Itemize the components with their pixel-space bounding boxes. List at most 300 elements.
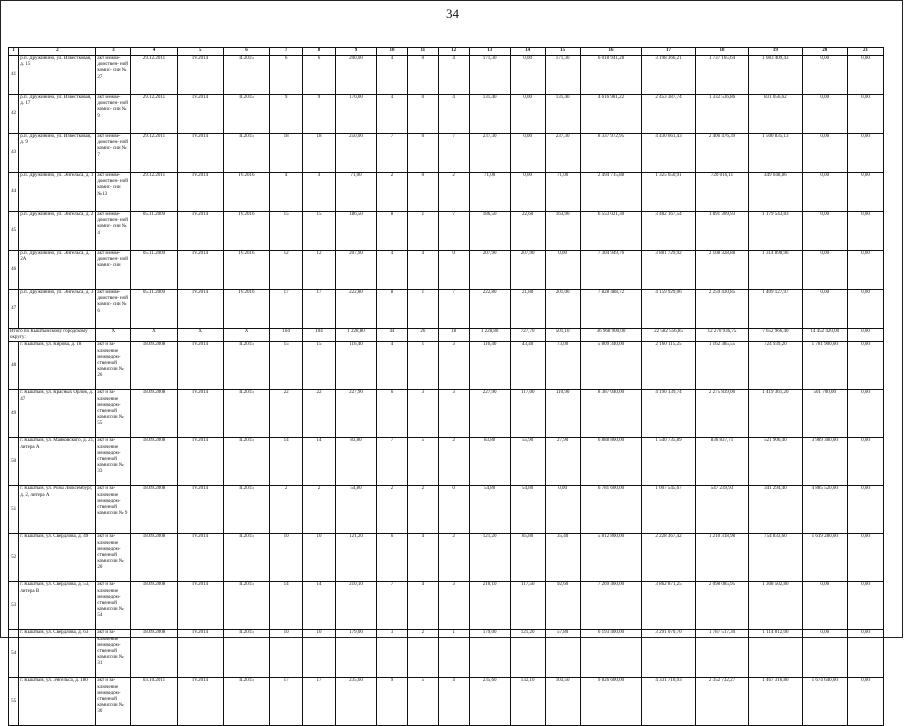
- table-cell-v15: 163,90: [545, 212, 580, 251]
- table-cell-v16: 7 828 488,72: [580, 290, 642, 329]
- table-cell-d3: IV.2016: [223, 251, 269, 290]
- table-cell-v11: 5: [407, 678, 438, 726]
- table-cell-v13: 71,00: [469, 173, 510, 212]
- table-cell-d1: 29.12.2011: [131, 95, 177, 134]
- table-cell-v17: 4 190 139,74: [642, 390, 695, 438]
- table-cell-v19: 1 083 409,43: [749, 56, 802, 95]
- table-cell-v7: 4: [303, 173, 336, 212]
- table-cell-d3: II.2015: [223, 390, 269, 438]
- table-cell-doc: акт и за- ключение межведом- ственной комиссии № 9: [96, 486, 131, 534]
- table-cell-v19: 449 048,86: [749, 173, 802, 212]
- table-cell-v17: 3 291 070,70: [642, 630, 695, 678]
- table-cell-v19: 1 500 835,13: [749, 134, 802, 173]
- table-cell-d2: IV.2014: [177, 212, 223, 251]
- table-cell-v16: 7 304 949,76: [580, 251, 642, 290]
- table-cell-v7: 14: [303, 438, 336, 486]
- total-cell-v9: 1 228,80: [335, 329, 376, 342]
- total-cell-v12: 18: [438, 329, 469, 342]
- table-row: [9, 342, 884, 390]
- table-cell-v6: 6: [270, 56, 303, 95]
- table-cell-v15: 0,00: [545, 486, 580, 534]
- column-number-cell: 4: [131, 48, 177, 56]
- table-cell-v6: 15: [270, 342, 303, 390]
- table-cell-v15: 71,00: [545, 173, 580, 212]
- table-cell-v21: 0,00: [847, 251, 883, 290]
- table-cell-v11: 1: [407, 342, 438, 390]
- table-cell-v9: 121,20: [335, 534, 376, 582]
- table-cell-v14: 21,80: [510, 290, 545, 329]
- table-cell-v6: 17: [270, 290, 303, 329]
- table-cell-v15: 171,30: [545, 56, 580, 95]
- table-cell-v11: 3: [407, 390, 438, 438]
- table-cell-v21: 0,00: [847, 438, 883, 486]
- table-cell-v18: 2 108 328,88: [695, 251, 748, 290]
- column-number-cell: 10: [377, 48, 408, 56]
- table-cell-v6: 12: [270, 251, 303, 290]
- table-row: [9, 582, 884, 630]
- table-cell-v20: 0,00: [802, 630, 847, 678]
- table-cell-v12: 1: [438, 630, 469, 678]
- table-cell-v15: 35,40: [545, 534, 580, 582]
- table-cell-d3: II.2015: [223, 534, 269, 582]
- table-cell-v9: 186,50: [335, 212, 376, 251]
- table-cell-v18: 547 239,93: [695, 486, 748, 534]
- table-cell-v10: 2: [377, 173, 408, 212]
- table-cell-v13: 83,80: [469, 438, 510, 486]
- table-cell-v10: 4: [377, 56, 408, 95]
- table-cell-v11: 0: [407, 95, 438, 134]
- table-cell-d3: IV.2016: [223, 212, 269, 251]
- table-cell-doc: акт и за- ключение межведом- ственной комиссии № 30: [96, 678, 131, 726]
- total-cell-v16: 36 968 900,00: [580, 329, 642, 342]
- table-cell-v16: 6 888 860,00: [580, 438, 642, 486]
- table-cell-doc: акт межве- домствен- ной комис- сии № 27: [96, 56, 131, 95]
- table-cell-v18: 2 275 839,06: [695, 390, 748, 438]
- table-cell-v16: 2 494 715,88: [580, 173, 642, 212]
- table-cell-v9: 83,80: [335, 438, 376, 486]
- table-cell-doc: акт межве- домствен- ной комис- сии № 6: [96, 290, 131, 329]
- total-cell-v6: 104: [270, 329, 303, 342]
- table-cell-n: 54: [9, 630, 19, 678]
- table-cell-n: 46: [9, 251, 19, 290]
- table-cell-n: 52: [9, 534, 19, 582]
- column-number-cell: 18: [695, 48, 748, 56]
- table-cell-v21: 0,00: [847, 95, 883, 134]
- column-number-cell: 8: [303, 48, 336, 56]
- table-cell-d3: II.2015: [223, 438, 269, 486]
- table-cell-v15: 0,00: [545, 251, 580, 290]
- table-cell-n: 51: [9, 486, 19, 534]
- table-cell-d1: 18.09.2008: [131, 630, 177, 678]
- table-cell-v14: 0,00: [510, 173, 545, 212]
- total-row: [9, 329, 884, 342]
- table-cell-addr: р.п. Дружинино, ул. Известковая, д. 17: [19, 95, 96, 134]
- total-cell-v20: 14 452 420,00: [802, 329, 847, 342]
- table-cell-doc: акт и за- ключение межведом- ственной комиссии № 55: [96, 390, 131, 438]
- table-cell-v11: 0: [407, 134, 438, 173]
- table-cell-d2: IV.2014: [177, 534, 223, 582]
- table-cell-v17: 1 540 735,89: [642, 438, 695, 486]
- table-cell-v18: 1 162 385,55: [695, 342, 748, 390]
- table-cell-v12: 2: [438, 534, 469, 582]
- table-cell-v19: 1 467 316,80: [749, 678, 802, 726]
- table-cell-d2: IV.2014: [177, 342, 223, 390]
- table-cell-v11: 4: [407, 582, 438, 630]
- table-cell-v15: 103,50: [545, 678, 580, 726]
- table-cell-v7: 14: [303, 582, 336, 630]
- table-cell-n: 44: [9, 173, 19, 212]
- table-cell-d2: IV.2014: [177, 173, 223, 212]
- table-cell-v13: 186,50: [469, 212, 510, 251]
- table-cell-v21: 0,00: [847, 134, 883, 173]
- table-cell-v15: 27,90: [545, 438, 580, 486]
- table-cell-v6: 4: [270, 173, 303, 212]
- column-number-cell: 1: [9, 48, 19, 56]
- table-cell-addr: р.п. Дружинино, ул. Энгельса, д. 3: [19, 290, 96, 329]
- total-cell-v11: 26: [407, 329, 438, 342]
- table-cell-v10: 4: [377, 95, 408, 134]
- table-cell-v19: 1 419 361,20: [749, 390, 802, 438]
- table-cell-v16: 6 018 941,28: [580, 56, 642, 95]
- total-cell-v19: 7 652 966,40: [749, 329, 802, 342]
- table-cell-v6: 2: [270, 486, 303, 534]
- table-cell-v21: 0,00: [847, 678, 883, 726]
- table-row: [9, 134, 884, 173]
- column-number-cell: 2: [19, 48, 96, 56]
- table-cell-v19: 724 939,20: [749, 342, 802, 390]
- table-cell-v20: 0,00: [802, 582, 847, 630]
- table-cell-v18: 1 891 309,93: [695, 212, 748, 251]
- table-cell-d1: 18.09.2008: [131, 342, 177, 390]
- column-number-cell: 19: [749, 48, 802, 56]
- table-cell-v13: 54,80: [469, 486, 510, 534]
- table-row: [9, 486, 884, 534]
- table-cell-d3: IV.2016: [223, 173, 269, 212]
- table-cell-v12: 2: [438, 438, 469, 486]
- table-cell-doc: акт межве- домствен- ной комис- сии № 7: [96, 134, 131, 173]
- table-cell-v16: 4 616 981,22: [580, 95, 642, 134]
- table-cell-doc: акт и за- ключение межведом- ственной комиссии № 26: [96, 342, 131, 390]
- table-cell-d3: IV.2016: [223, 290, 269, 329]
- table-cell-v6: 18: [270, 134, 303, 173]
- table-cell-v13: 222,80: [469, 290, 510, 329]
- table-cell-v13: 210,10: [469, 582, 510, 630]
- table-cell-doc: акт и за- ключение межведом- ственной комиссии № 54: [96, 582, 131, 630]
- table-cell-addr: г. Кыштым, ул. Свердлова, д. 63: [19, 630, 96, 678]
- table-cell-v18: 2 259 430,85: [695, 290, 748, 329]
- total-cell-v15: 501,10: [545, 329, 580, 342]
- table-cell-v9: 235,60: [335, 678, 376, 726]
- table-cell-d1: 29.12.2011: [131, 173, 177, 212]
- table-cell-v15: 237,30: [545, 134, 580, 173]
- table-cell-addr: р.п. Дружинино, ул. Известковая, д. 9: [19, 134, 96, 173]
- table-cell-n: 53: [9, 582, 19, 630]
- table-cell-v18: 2 352 732,27: [695, 678, 748, 726]
- table-cell-addr: г. Кыштым, ул. Свердлова, д. 53, литера В: [19, 582, 96, 630]
- table-cell-v17: 3 862 871,25: [642, 582, 695, 630]
- table-cell-v9: 207,90: [335, 251, 376, 290]
- table-cell-addr: р.п. Дружинино, ул. Известковая, д. 15: [19, 56, 96, 95]
- table-cell-v15: 73,00: [545, 342, 580, 390]
- table-cell-v7: 18: [303, 134, 336, 173]
- table-cell-v10: 6: [377, 390, 408, 438]
- table-cell-v17: 2 160 115,25: [642, 342, 695, 390]
- table-cell-n: 48: [9, 342, 19, 390]
- table-cell-d2: IV.2014: [177, 134, 223, 173]
- table-cell-v19: 754 833,60: [749, 534, 802, 582]
- table-cell-d1: 05.11.2009: [131, 212, 177, 251]
- table-cell-v13: 207,90: [469, 251, 510, 290]
- table-cell-doc: акт межве- домствен- ной комис- сии №13: [96, 173, 131, 212]
- table-cell-v7: 2: [303, 486, 336, 534]
- table-cell-v16: 7 269 460,00: [580, 582, 642, 630]
- table-cell-v18: 836 837,71: [695, 438, 748, 486]
- table-cell-v10: 7: [377, 438, 408, 486]
- table-cell-d1: 18.09.2008: [131, 486, 177, 534]
- table-cell-v17: 2 228 367,42: [642, 534, 695, 582]
- table-cell-n: 47: [9, 290, 19, 329]
- table-cell-v20: 0,00: [802, 56, 847, 95]
- table-cell-v10: 4: [377, 342, 408, 390]
- table-cell-v21: 0,00: [847, 342, 883, 390]
- table-cell-d2: IV.2014: [177, 251, 223, 290]
- table-cell-v10: 6: [377, 534, 408, 582]
- table-cell-d2: IV.2014: [177, 486, 223, 534]
- table-cell-v21: 0,00: [847, 290, 883, 329]
- table-cell-v9: 179,00: [335, 630, 376, 678]
- total-cell-v21: 0,00: [847, 329, 883, 342]
- table-cell-v20: 0,00: [802, 290, 847, 329]
- table-cell-d3: II.2015: [223, 342, 269, 390]
- table-cell-n: 55: [9, 678, 19, 726]
- table-cell-d2: IV.2014: [177, 678, 223, 726]
- table-cell-v17: 3 198 366,21: [642, 56, 695, 95]
- table-cell-v6: 10: [270, 534, 303, 582]
- table-cell-d3: II.2015: [223, 630, 269, 678]
- table-cell-v10: 3: [377, 630, 408, 678]
- table-cell-doc: акт межве- домствен- ной комис- сии № 4: [96, 212, 131, 251]
- table-cell-v14: 117,50: [510, 582, 545, 630]
- table-cell-v20: 0,00: [802, 134, 847, 173]
- total-label: Итого по Кыштымскому городскому округу:: [9, 329, 96, 342]
- table-cell-v16: 6 193 400,00: [580, 630, 642, 678]
- table-cell-v14: 43,40: [510, 342, 545, 390]
- table-cell-v18: 1 787 517,30: [695, 630, 748, 678]
- table-cell-v9: 222,80: [335, 290, 376, 329]
- table-cell-addr: г. Кыштым, ул. Маяковского, д. 21, литера А: [19, 438, 96, 486]
- table-row: [9, 438, 884, 486]
- table-cell-v11: 4: [407, 534, 438, 582]
- table-cell-v9: 227,90: [335, 390, 376, 438]
- column-number-cell: 15: [545, 48, 580, 56]
- table-cell-v10: 8: [377, 290, 408, 329]
- table-cell-d3: II.2015: [223, 56, 269, 95]
- table-cell-d2: IV.2014: [177, 290, 223, 329]
- table-cell-v14: 55,90: [510, 438, 545, 486]
- table-cell-d1: 05.11.2009: [131, 290, 177, 329]
- table-cell-v12: 7: [438, 212, 469, 251]
- total-cell-v7: 104: [303, 329, 336, 342]
- table-cell-v6: 9: [270, 95, 303, 134]
- table-cell-v12: 0: [438, 251, 469, 290]
- table-cell-d2: IV.2014: [177, 95, 223, 134]
- table-cell-v20: 1 674 640,00: [802, 678, 847, 726]
- table-cell-n: 49: [9, 390, 19, 438]
- table-cell-v6: 15: [270, 212, 303, 251]
- housing-table: [8, 47, 884, 726]
- table-cell-v7: 12: [303, 251, 336, 290]
- table-cell-d2: IV.2014: [177, 582, 223, 630]
- table-cell-v14: 0,00: [510, 134, 545, 173]
- table-cell-v10: 8: [377, 212, 408, 251]
- table-cell-d2: IV.2014: [177, 438, 223, 486]
- table-body: [9, 48, 884, 726]
- table-cell-v7: 15: [303, 342, 336, 390]
- column-number-cell: 3: [96, 48, 131, 56]
- table-cell-d3: II.2015: [223, 678, 269, 726]
- table-cell-doc: акт и за- ключение межведом- ственной комиссии № 20: [96, 534, 131, 582]
- total-cell-x2: X: [131, 329, 177, 342]
- table-cell-doc: акт и за- ключение межведом- ственной комиссии № 31: [96, 630, 131, 678]
- table-cell-v7: 17: [303, 290, 336, 329]
- table-cell-v6: 14: [270, 582, 303, 630]
- column-number-cell: 17: [642, 48, 695, 56]
- table-cell-v18: 2 098 085,95: [695, 582, 748, 630]
- table-cell-n: 50: [9, 438, 19, 486]
- table-cell-v11: 4: [407, 251, 438, 290]
- table-cell-v7: 15: [303, 212, 336, 251]
- table-cell-d1: 18.09.2008: [131, 582, 177, 630]
- table-cell-v21: 0,00: [847, 212, 883, 251]
- table-cell-v16: 6 781 600,00: [580, 486, 642, 534]
- table-cell-v15: 131,40: [545, 95, 580, 134]
- table-cell-v17: 2 453 387,74: [642, 95, 695, 134]
- table-cell-v11: 2: [407, 486, 438, 534]
- table-cell-v14: 54,80: [510, 486, 545, 534]
- table-cell-v9: 170,00: [335, 95, 376, 134]
- table-cell-v14: 207,90: [510, 251, 545, 290]
- table-cell-v6: 22: [270, 390, 303, 438]
- table-cell-v19: 1 114 812,00: [749, 630, 802, 678]
- table-cell-v17: 4 331 710,93: [642, 678, 695, 726]
- table-cell-v12: 0: [438, 486, 469, 534]
- total-cell-x4: X: [223, 329, 269, 342]
- column-number-cell: 7: [270, 48, 303, 56]
- table-cell-v14: 132,10: [510, 678, 545, 726]
- table-cell-v16: 5 809 340,00: [580, 342, 642, 390]
- total-cell-x1: X: [96, 329, 131, 342]
- table-cell-v19: 831 056,62: [749, 95, 802, 134]
- table-cell-v7: 22: [303, 390, 336, 438]
- table-cell-v7: 9: [303, 95, 336, 134]
- table-cell-v20: 0,00: [802, 251, 847, 290]
- table-cell-addr: р.п. Дружинино, ул. Энгельса, д. 2: [19, 212, 96, 251]
- table-cell-v18: 1 737 165,64: [695, 56, 748, 95]
- table-cell-v15: 57,80: [545, 630, 580, 678]
- table-cell-d3: II.2015: [223, 95, 269, 134]
- table-cell-v21: 0,00: [847, 486, 883, 534]
- table-row: [9, 56, 884, 95]
- table-cell-v12: 3: [438, 582, 469, 630]
- table-cell-v10: 7: [377, 134, 408, 173]
- table-cell-v17: 3 482 167,54: [642, 212, 695, 251]
- table-cell-v21: 0,00: [847, 56, 883, 95]
- table-cell-v12: 3: [438, 342, 469, 390]
- table-cell-v13: 235,60: [469, 678, 510, 726]
- table-cell-v6: 17: [270, 678, 303, 726]
- table-cell-v13: 179,00: [469, 630, 510, 678]
- table-cell-v11: 0: [407, 56, 438, 95]
- table-cell-v21: 0,00: [847, 534, 883, 582]
- table-cell-v12: 2: [438, 173, 469, 212]
- table-cell-v9: 200,00: [335, 56, 376, 95]
- column-number-cell: 11: [407, 48, 438, 56]
- table-cell-v21: 0,00: [847, 173, 883, 212]
- table-cell-v13: 131,40: [469, 95, 510, 134]
- table-cell-d1: 29.12.2011: [131, 56, 177, 95]
- column-number-cell: 5: [177, 48, 223, 56]
- table-cell-v17: 1 007 545,67: [642, 486, 695, 534]
- table-cell-v13: 121,20: [469, 534, 510, 582]
- table-cell-doc: акт и за- ключение межведом- ственной комиссии № 33: [96, 438, 131, 486]
- table-cell-v9: 116,40: [335, 342, 376, 390]
- table-row: [9, 251, 884, 290]
- table-cell-v20: 3 989 380,00: [802, 438, 847, 486]
- table-cell-d1: 29.12.2011: [131, 134, 177, 173]
- table-cell-v7: 6: [303, 56, 336, 95]
- table-cell-d2: IV.2014: [177, 56, 223, 95]
- table-cell-v10: 4: [377, 251, 408, 290]
- table-cell-v6: 14: [270, 438, 303, 486]
- table-cell-d3: II.2015: [223, 582, 269, 630]
- table-cell-v12: 4: [438, 95, 469, 134]
- table-cell-v7: 10: [303, 534, 336, 582]
- table-cell-v7: 10: [303, 630, 336, 678]
- table-cell-v16: 6 553 021,30: [580, 212, 642, 251]
- table-cell-v20: 0,00: [802, 173, 847, 212]
- table-cell-v20: 0,00: [802, 212, 847, 251]
- table-cell-v18: 1 332 536,86: [695, 95, 748, 134]
- table-cell-v17: 4 430 661,43: [642, 134, 695, 173]
- table-cell-v12: 7: [438, 290, 469, 329]
- table-row: [9, 630, 884, 678]
- table-cell-v11: 1: [407, 212, 438, 251]
- table-cell-v12: 7: [438, 134, 469, 173]
- total-cell-v17: 22 582 556,85: [642, 329, 695, 342]
- table-cell-n: 45: [9, 212, 19, 251]
- table-cell-addr: г. Кыштым, ул. Красных Орлов, д. 47: [19, 390, 96, 438]
- table-cell-d1: 18.09.2008: [131, 390, 177, 438]
- column-number-cell: 16: [580, 48, 642, 56]
- table-row: [9, 390, 884, 438]
- table-cell-v12: 4: [438, 56, 469, 95]
- table-cell-addr: р.п. Дружинино, ул. Энгельса, д. 2А: [19, 251, 96, 290]
- table-cell-n: 43: [9, 134, 19, 173]
- table-cell-addr: г. Кыштым, ул. Энгельса, д. 180: [19, 678, 96, 726]
- table-cell-addr: г. Кыштым, ул. Свердлова, д. 49: [19, 534, 96, 582]
- column-number-cell: 14: [510, 48, 545, 56]
- table-cell-d1: 18.09.2008: [131, 534, 177, 582]
- table-cell-v13: 116,40: [469, 342, 510, 390]
- table-cell-d2: IV.2014: [177, 390, 223, 438]
- table-cell-v16: 8 337 972,95: [580, 134, 642, 173]
- table-cell-v15: 92,60: [545, 582, 580, 630]
- table-cell-v14: 0,00: [510, 56, 545, 95]
- column-number-cell: 9: [335, 48, 376, 56]
- table-cell-addr: г. Кыштым, ул. Розы Люксембург, д. 2, литера А: [19, 486, 96, 534]
- table-cell-v9: 250,00: [335, 134, 376, 173]
- table-cell-v11: 5: [407, 438, 438, 486]
